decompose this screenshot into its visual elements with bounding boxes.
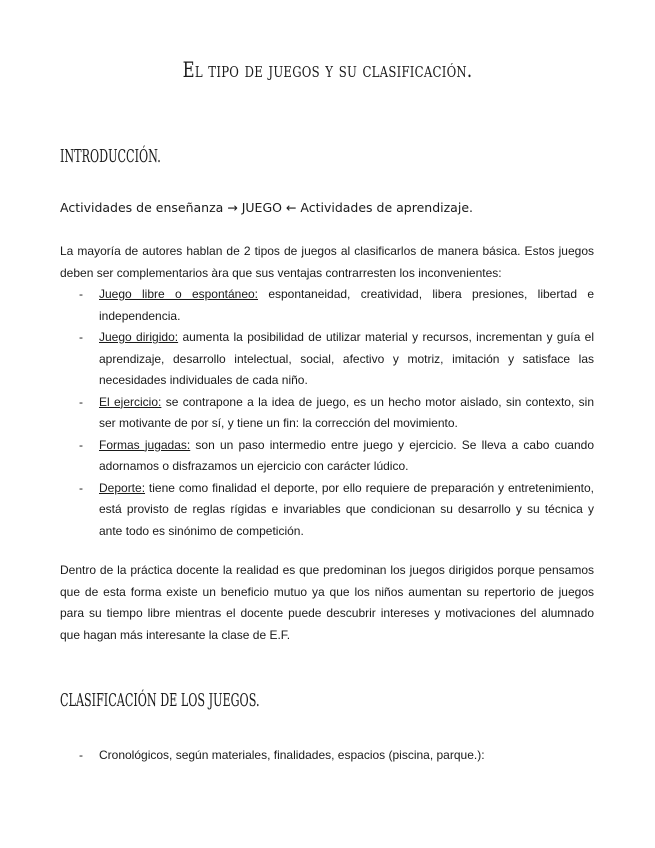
item-text: Cronológicos, según materiales, finalidades, espacios (piscina, parque.): — [99, 748, 485, 762]
item-term: Juego libre o espontáneo: — [99, 287, 259, 301]
item-term: Formas jugadas: — [99, 437, 191, 452]
bullet-dash: - — [79, 480, 83, 495]
list-item — [60, 284, 594, 327]
list-item — [60, 745, 594, 767]
bullet-dash: - — [79, 287, 83, 301]
activities-line: Actividades de enseñanza → JUEGO ← Actividades de aprendizaje. — [60, 200, 473, 215]
bullet-dash: - — [79, 748, 83, 762]
list-item — [60, 478, 594, 543]
item-text: aumenta la posibilidad de utilizar material y recursos, incrementan y guía el aprendizaje, desarrollo intelectual, social, afectivo y motriz, imitación y satisface las necesidades individuales de cada niño. — [99, 330, 594, 387]
bullet-dash: - — [79, 394, 83, 409]
item-term: Deporte: — [99, 480, 146, 495]
bullet-dash: - — [79, 330, 83, 344]
item-text: espontaneidad, creatividad, libera presiones, libertad e independencia. — [99, 287, 595, 323]
bullet-dash: - — [79, 437, 83, 452]
game-types-list — [60, 284, 594, 542]
item-term: Juego dirigido: — [99, 330, 179, 344]
document-title: El tipo de juegos y su clasificación. — [182, 58, 473, 82]
item-text: tiene como finalidad el deporte, por ello requiere de preparación y entretenimiento, está provisto de reglas rígidas e invariables que condicionan su desarrollo y su técnica y ante todo es sinónimo de competición. — [99, 480, 594, 538]
list-item — [60, 327, 594, 392]
item-text: son un paso intermedio entre juego y ejercicio. Se lleva a cabo cuando adornamos o disfrazamos un ejercicio con carácter lúdico. — [99, 437, 594, 473]
list-item — [60, 435, 594, 478]
list-item — [60, 392, 594, 435]
item-term: El ejercicio: — [99, 394, 162, 409]
classification-heading: CLASIFICACIÓN DE LOS JUEGOS. — [60, 690, 260, 711]
classification-list — [60, 745, 594, 767]
item-text: se contrapone a la idea de juego, es un hecho motor aislado, sin contexto, sin ser motivante de por sí, y tiene un fin: la corrección del movimiento. — [99, 394, 594, 430]
intro-heading: INTRODUCCIÓN. — [60, 146, 161, 167]
practice-paragraph: Dentro de la práctica docente la realidad es que predominan los juegos dirigidos porque pensamos que de esta forma existe un beneficio mutuo ya que los niños aumentan su repertorio de juegos para su tiempo libre mientras el docente puede descubrir intereses y motivaciones del alumnado que hagan más interesante la clase de E.F. — [60, 563, 594, 642]
intro-paragraph: La mayoría de autores hablan de 2 tipos de juegos al clasificarlos de manera básica. Estos juegos deben ser complementarios àra que sus ventajas contrarresten los inconvenientes: — [60, 244, 594, 280]
